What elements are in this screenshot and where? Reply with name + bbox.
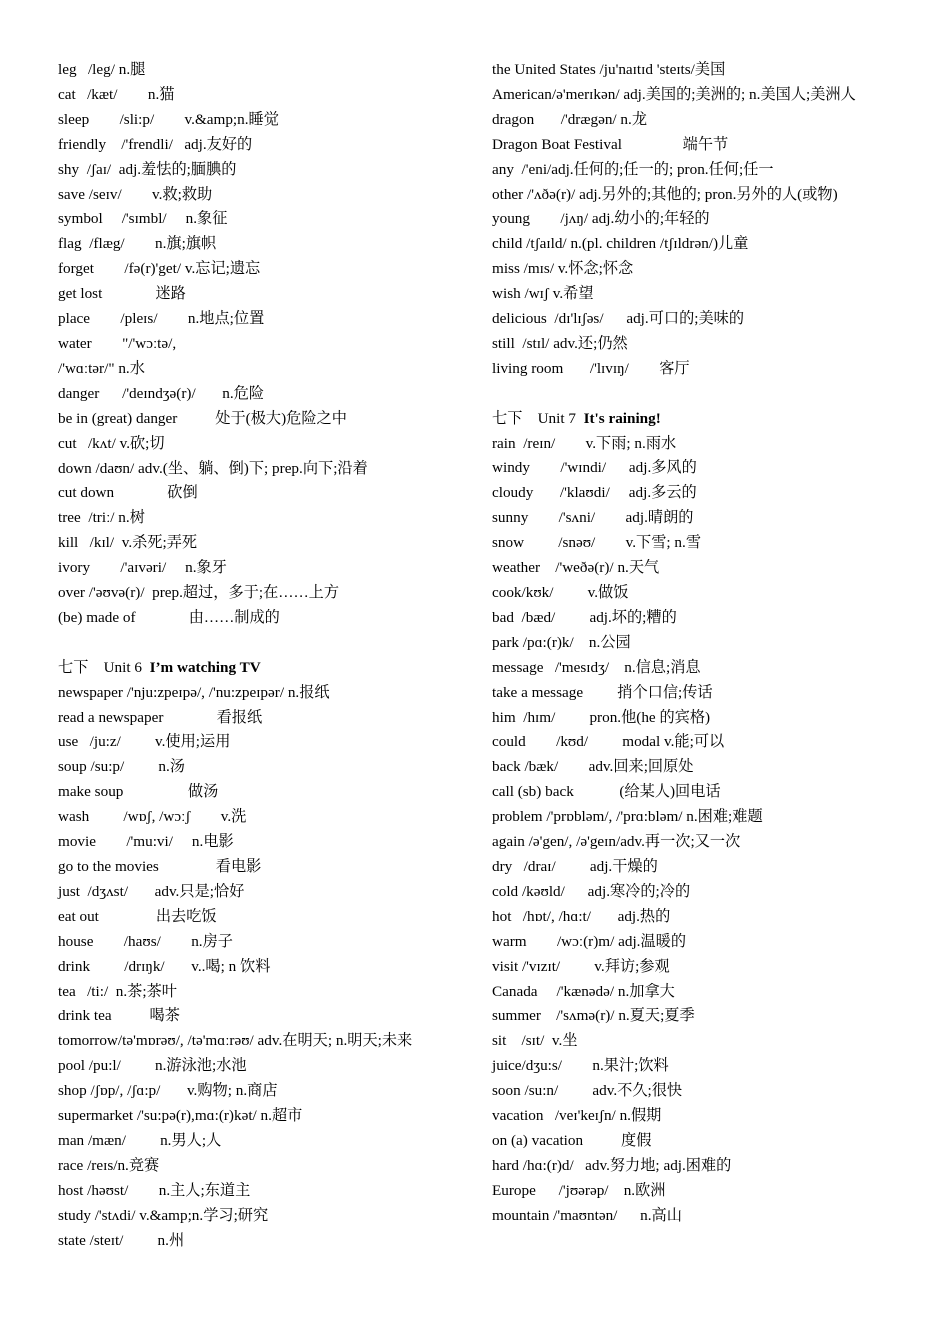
vocab-entry: make soup 做汤: [58, 783, 219, 801]
vocab-entry: danger /'deɪndʒə(r)/ n.危险: [58, 384, 265, 402]
vocab-entry: house /haʊs/ n.房子: [58, 932, 233, 950]
vocab-entry: him /hɪm/ pron.他(he 的宾格): [492, 708, 711, 726]
vocab-entry: down /daʊn/ adv.(坐、躺、倒)下; prep.向下;沿着: [58, 459, 368, 477]
vocab-entry: host /həʊst/ n.主人;东道主: [58, 1181, 251, 1199]
vocab-entry: just /dʒʌst/ adv.只是;恰好: [58, 882, 245, 900]
unit-heading-6: [58, 656, 460, 681]
vocab-entry: dry /draɪ/ adj.干燥的: [492, 857, 658, 875]
vocab-entry: call (sb) back (给某人)回电话: [492, 783, 721, 801]
vocab-entry: supermarket /'su:pə(r),mɑ:(r)kət/ n.超市: [58, 1107, 303, 1125]
vocab-entry: shop /ʃɒp/, /ʃɑ:p/ v.购物; n.商店: [58, 1082, 278, 1100]
vocab-entry: ivory /'aɪvəri/ n.象牙: [58, 559, 227, 577]
vocab-entry: kill /kɪl/ v.杀死;弄死: [58, 534, 198, 552]
vocab-entry: soon /su:n/ adv.不久;很快: [492, 1082, 683, 1100]
vocab-entry: over /'əʊvə(r)/ prep.超过，多于;在……上方: [58, 584, 340, 602]
vocab-entry: summer /'sʌmə(r)/ n.夏天;夏季: [492, 1007, 695, 1025]
unit-label: 七下 Unit 7: [492, 409, 584, 427]
spacer: [492, 382, 902, 407]
unit-label: 七下 Unit 6: [58, 658, 150, 676]
vocab-entry: movie /'mu:vi/ n.电影: [58, 833, 234, 851]
vocab-entry: warm /wɔː(r)m/ adj.温暖的: [492, 932, 687, 950]
vocab-entry: living room /'lɪvɪŋ/ 客厅: [492, 359, 690, 377]
left-column: [58, 58, 460, 1253]
vocab-entry: message /'mesɪdʒ/ n.信息;消息: [492, 658, 701, 676]
vocab-entry: cat /kæt/ n.猫: [58, 85, 175, 103]
vocab-entry: miss /mɪs/ v.怀念;怀念: [492, 260, 634, 278]
vocab-entry: bad /bæd/ adj.坏的;糟的: [492, 608, 677, 626]
vocab-entry: forget /fə(r)'get/ v.忘记;遗忘: [58, 260, 261, 278]
vocab-entry: windy /'wɪndi/ adj.多风的: [492, 459, 697, 477]
vocab-entry: could /kʊd/ modal v.能;可以: [492, 733, 725, 751]
vocab-entry: eat out 出去吃饭: [58, 907, 217, 925]
vocab-entry: American/ə'merɪkən/ adj.美国的;美洲的; n.美国人;美洲人: [492, 85, 856, 103]
vocab-entry: wash /wɒʃ, /wɔːʃ v.洗: [58, 808, 247, 826]
vocab-entry: on (a) vacation 度假: [492, 1131, 652, 1149]
vocab-entry: again /ə'gen/, /ə'geɪn/adv.再一次;又一次: [492, 833, 741, 851]
vocab-entry: hard /hɑ:(r)d/ adv.努力地; adj.困难的: [492, 1156, 732, 1174]
vocab-entry: be in (great) danger 处于(极大)危险之中: [58, 409, 347, 427]
vocab-entry: sit /sɪt/ v.坐: [492, 1032, 578, 1050]
vocab-entry: shy /ʃaɪ/ adj.羞怯的;腼腆的: [58, 160, 237, 178]
spacer: [58, 631, 460, 656]
vocab-entry: save /seɪv/ v.救;救助: [58, 185, 213, 203]
vocab-entry: race /reɪs/n.竞赛: [58, 1156, 160, 1174]
vocab-entry: the United States /ju'naɪtɪd 'steɪts/美国: [492, 61, 726, 78]
vocab-entry: use /ju:z/ v.使用;运用: [58, 733, 231, 751]
vocab-entry: delicious /dɪ'lɪʃəs/ adj.可口的;美味的: [492, 310, 745, 328]
vocab-entry: symbol /'sɪmbl/ n.象征: [58, 210, 228, 228]
vocab-entry: Dragon Boat Festival 端午节: [492, 135, 729, 153]
vocab-entry: leg /leg/ n.腿: [58, 61, 146, 78]
vocab-entry: vacation /veɪ'keɪʃn/ n.假期: [492, 1107, 662, 1125]
vocab-entry: dragon /'drægən/ n.龙: [492, 110, 648, 128]
vocab-entry: wish /wɪʃ v.希望: [492, 285, 594, 303]
vocab-entry: cut /kʌt/ v.砍;切: [58, 434, 165, 452]
vocab-entry: study /'stʌdi/ v.&amp;n.学习;研究: [58, 1206, 269, 1224]
vocab-entry: read a newspaper 看报纸: [58, 708, 263, 726]
vocab-entry: flag /flæg/ n.旗;旗帜: [58, 235, 217, 253]
vocab-entry: water "/'wɔːtə/,: [58, 334, 177, 352]
vocab-entry: cold /kəʊld/ adj.寒冷的;冷的: [492, 882, 691, 900]
vocab-entry: get lost 迷路: [58, 285, 186, 303]
vocab-entry: hot /hɒt/, /hɑ:t/ adj.热的: [492, 907, 671, 925]
vocab-entry: back /bæk/ adv.回来;回原处: [492, 758, 694, 776]
vocab-entry: any /'eni/adj.任何的;任一的; pron.任何;任一: [492, 160, 774, 178]
vocab-entry: Europe /'jʊərəp/ n.欧洲: [492, 1181, 666, 1199]
unit-title: It's raining!: [583, 409, 661, 427]
vocab-entry: visit /'vɪzɪt/ v.拜访;参观: [492, 957, 670, 975]
vocab-entry: tree /triː/ n.树: [58, 509, 145, 527]
vocab-entry: (be) made of 由……制成的: [58, 608, 280, 626]
vocab-entry: cloudy /'klaʊdi/ adj.多云的: [492, 484, 697, 502]
vocab-entry: cut down 砍倒: [58, 484, 198, 502]
vocab-entry: newspaper /'nju:zpeɪpə/, /'nu:zpeɪpər/ n.报纸: [58, 683, 330, 701]
right-column: [492, 58, 902, 1229]
vocab-entry: place /pleɪs/ n.地点;位置: [58, 310, 265, 328]
vocab-entry: /'wɑːtər/" n.水: [58, 359, 145, 377]
vocab-entry: other /'ʌðə(r)/ adj.另外的;其他的; pron.另外的人(或物): [492, 185, 838, 203]
vocab-entry: weather /'weðə(r)/ n.天气: [492, 559, 660, 577]
vocab-entry: tomorrow/tə'mɒrəʊ/, /tə'mɑːrəʊ/ adv.在明天; n.明天;未来: [58, 1032, 413, 1050]
vocab-entry: young /jʌŋ/ adj.幼小的;年轻的: [492, 210, 710, 228]
vocab-entry: sunny /'sʌni/ adj.晴朗的: [492, 509, 694, 527]
vocab-entry: go to the movies 看电影: [58, 857, 262, 875]
vocab-entry: state /steɪt/ n.州: [58, 1231, 185, 1249]
vocab-entry: take a message 捎个口信;传话: [492, 683, 713, 701]
vocab-entry: rain /reɪn/ v.下雨; n.雨水: [492, 434, 677, 452]
vocab-entry: park /pɑ:(r)k/ n.公园: [492, 633, 631, 651]
vocab-entry: child /tʃaɪld/ n.(pl. children /tʃɪldrən/)儿童: [492, 235, 749, 253]
vocab-entry: snow /snəʊ/ v.下雪; n.雪: [492, 534, 702, 552]
vocab-entry: drink tea 喝茶: [58, 1007, 180, 1025]
vocab-entry: Canada /'kænədə/ n.加拿大: [492, 982, 675, 1000]
vocab-entry: sleep /sli:p/ v.&amp;n.睡觉: [58, 110, 279, 128]
vocab-entry: soup /su:p/ n.汤: [58, 758, 185, 776]
vocab-entry: man /mæn/ n.男人;人: [58, 1131, 222, 1149]
vocab-entry: cook/kʊk/ v.做饭: [492, 584, 629, 602]
vocab-entry: juice/dʒu:s/ n.果汁;饮料: [492, 1057, 669, 1075]
vocab-entry: mountain /'maʊntən/ n.高山: [492, 1206, 682, 1224]
unit-heading-7: [492, 407, 902, 432]
vocab-entry: still /stɪl/ adv.还;仍然: [492, 334, 628, 352]
vocab-entry: friendly /'frendli/ adj.友好的: [58, 135, 253, 153]
vocab-entry: tea /ti:/ n.茶;茶叶: [58, 982, 177, 1000]
unit-title: I’m watching TV: [149, 658, 261, 676]
vocab-entry: problem /'prɒbləm/, /'prɑ:bləm/ n.困难;难题: [492, 808, 763, 826]
vocab-entry: pool /pu:l/ n.游泳池;水池: [58, 1057, 247, 1075]
vocab-entry: drink /drɪŋk/ v..喝; n 饮料: [58, 957, 271, 975]
